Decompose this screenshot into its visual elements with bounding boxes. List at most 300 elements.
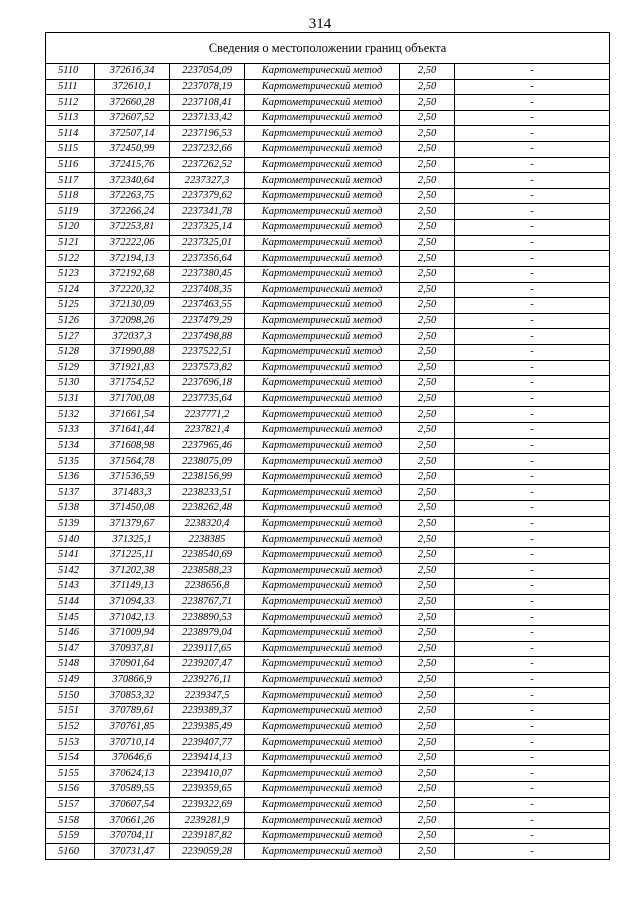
y-coordinate-cell: 2239389,37 [170, 703, 245, 719]
precision-cell: 2,50 [400, 719, 455, 735]
description-cell: - [455, 376, 610, 392]
method-cell: Картометрический метод [245, 657, 400, 673]
y-coordinate-cell: 2238588,23 [170, 563, 245, 579]
table-row [46, 391, 610, 407]
table-row [46, 579, 610, 595]
precision-cell: 2,50 [400, 735, 455, 751]
boundary-coordinates-table [45, 32, 610, 860]
x-coordinate-cell: 370607,54 [95, 797, 170, 813]
x-coordinate-cell: 372222,06 [95, 235, 170, 251]
method-cell: Картометрический метод [245, 579, 400, 595]
table-row [46, 688, 610, 704]
precision-cell: 2,50 [400, 282, 455, 298]
point-number-cell: 5118 [46, 188, 95, 204]
table-row [46, 594, 610, 610]
precision-cell: 2,50 [400, 641, 455, 657]
y-coordinate-cell: 2237408,35 [170, 282, 245, 298]
method-cell: Картометрический метод [245, 251, 400, 267]
method-cell: Картометрический метод [245, 173, 400, 189]
description-cell: - [455, 797, 610, 813]
point-number-cell: 5143 [46, 579, 95, 595]
y-coordinate-cell: 2238890,53 [170, 610, 245, 626]
precision-cell: 2,50 [400, 579, 455, 595]
description-cell: - [455, 220, 610, 236]
point-number-cell: 5146 [46, 625, 95, 641]
y-coordinate-cell: 2237325,14 [170, 220, 245, 236]
description-cell: - [455, 766, 610, 782]
x-coordinate-cell: 370731,47 [95, 844, 170, 860]
point-number-cell: 5145 [46, 610, 95, 626]
x-coordinate-cell: 371450,08 [95, 501, 170, 517]
point-number-cell: 5130 [46, 376, 95, 392]
y-coordinate-cell: 2237262,52 [170, 157, 245, 173]
x-coordinate-cell: 372266,24 [95, 204, 170, 220]
table-row [46, 766, 610, 782]
x-coordinate-cell: 370624,13 [95, 766, 170, 782]
method-cell: Картометрический метод [245, 438, 400, 454]
method-cell: Картометрический метод [245, 157, 400, 173]
method-cell: Картометрический метод [245, 625, 400, 641]
description-cell: - [455, 610, 610, 626]
point-number-cell: 5112 [46, 95, 95, 111]
x-coordinate-cell: 371921,83 [95, 360, 170, 376]
x-coordinate-cell: 371202,38 [95, 563, 170, 579]
description-cell: - [455, 298, 610, 314]
point-number-cell: 5140 [46, 532, 95, 548]
point-number-cell: 5155 [46, 766, 95, 782]
description-cell: - [455, 501, 610, 517]
x-coordinate-cell: 372194,13 [95, 251, 170, 267]
y-coordinate-cell: 2237356,64 [170, 251, 245, 267]
precision-cell: 2,50 [400, 407, 455, 423]
table-row [46, 157, 610, 173]
description-cell: - [455, 516, 610, 532]
method-cell: Картометрический метод [245, 641, 400, 657]
y-coordinate-cell: 2237696,18 [170, 376, 245, 392]
x-coordinate-cell: 370853,32 [95, 688, 170, 704]
y-coordinate-cell: 2238540,69 [170, 547, 245, 563]
table-row [46, 485, 610, 501]
method-cell: Картометрический метод [245, 188, 400, 204]
x-coordinate-cell: 372220,32 [95, 282, 170, 298]
table-row [46, 95, 610, 111]
point-number-cell: 5123 [46, 266, 95, 282]
x-coordinate-cell: 372507,14 [95, 126, 170, 142]
point-number-cell: 5150 [46, 688, 95, 704]
y-coordinate-cell: 2237522,51 [170, 344, 245, 360]
table-row [46, 750, 610, 766]
description-cell: - [455, 204, 610, 220]
table-row [46, 110, 610, 126]
table-row [46, 501, 610, 517]
y-coordinate-cell: 2237735,64 [170, 391, 245, 407]
description-cell: - [455, 173, 610, 189]
description-cell: - [455, 579, 610, 595]
method-cell: Картометрический метод [245, 220, 400, 236]
table-row [46, 329, 610, 345]
description-cell: - [455, 407, 610, 423]
x-coordinate-cell: 370761,85 [95, 719, 170, 735]
precision-cell: 2,50 [400, 688, 455, 704]
table-row [46, 516, 610, 532]
y-coordinate-cell: 2237196,53 [170, 126, 245, 142]
x-coordinate-cell: 372037,3 [95, 329, 170, 345]
x-coordinate-cell: 371325,1 [95, 532, 170, 548]
y-coordinate-cell: 2238385 [170, 532, 245, 548]
x-coordinate-cell: 372610,1 [95, 79, 170, 95]
point-number-cell: 5129 [46, 360, 95, 376]
precision-cell: 2,50 [400, 360, 455, 376]
point-number-cell: 5141 [46, 547, 95, 563]
description-cell: - [455, 532, 610, 548]
table-row [46, 235, 610, 251]
precision-cell: 2,50 [400, 329, 455, 345]
description-cell: - [455, 126, 610, 142]
precision-cell: 2,50 [400, 64, 455, 80]
method-cell: Картометрический метод [245, 844, 400, 860]
table-row [46, 454, 610, 470]
method-cell: Картометрический метод [245, 610, 400, 626]
y-coordinate-cell: 2239347,5 [170, 688, 245, 704]
description-cell: - [455, 235, 610, 251]
description-cell: - [455, 313, 610, 329]
y-coordinate-cell: 2239410,07 [170, 766, 245, 782]
precision-cell: 2,50 [400, 469, 455, 485]
description-cell: - [455, 79, 610, 95]
table-row [46, 828, 610, 844]
point-number-cell: 5147 [46, 641, 95, 657]
y-coordinate-cell: 2238262,48 [170, 501, 245, 517]
precision-cell: 2,50 [400, 454, 455, 470]
method-cell: Картометрический метод [245, 672, 400, 688]
table-row [46, 657, 610, 673]
table-row [46, 563, 610, 579]
table-row [46, 344, 610, 360]
y-coordinate-cell: 2238767,71 [170, 594, 245, 610]
precision-cell: 2,50 [400, 672, 455, 688]
y-coordinate-cell: 2237078,19 [170, 79, 245, 95]
point-number-cell: 5156 [46, 782, 95, 798]
description-cell: - [455, 672, 610, 688]
y-coordinate-cell: 2237341,78 [170, 204, 245, 220]
table-row [46, 672, 610, 688]
point-number-cell: 5127 [46, 329, 95, 345]
x-coordinate-cell: 371564,78 [95, 454, 170, 470]
y-coordinate-cell: 2239359,65 [170, 782, 245, 798]
description-cell: - [455, 594, 610, 610]
point-number-cell: 5132 [46, 407, 95, 423]
y-coordinate-cell: 2237498,88 [170, 329, 245, 345]
x-coordinate-cell: 372340,64 [95, 173, 170, 189]
point-number-cell: 5158 [46, 813, 95, 829]
table-row [46, 797, 610, 813]
point-number-cell: 5148 [46, 657, 95, 673]
precision-cell: 2,50 [400, 266, 455, 282]
point-number-cell: 5136 [46, 469, 95, 485]
x-coordinate-cell: 370937,81 [95, 641, 170, 657]
method-cell: Картометрический метод [245, 454, 400, 470]
table-row [46, 251, 610, 267]
table-row [46, 220, 610, 236]
method-cell: Картометрический метод [245, 423, 400, 439]
description-cell: - [455, 391, 610, 407]
description-cell: - [455, 828, 610, 844]
method-cell: Картометрический метод [245, 360, 400, 376]
method-cell: Картометрический метод [245, 298, 400, 314]
description-cell: - [455, 641, 610, 657]
method-cell: Картометрический метод [245, 376, 400, 392]
precision-cell: 2,50 [400, 516, 455, 532]
point-number-cell: 5119 [46, 204, 95, 220]
precision-cell: 2,50 [400, 95, 455, 111]
y-coordinate-cell: 2237379,62 [170, 188, 245, 204]
y-coordinate-cell: 2239407,77 [170, 735, 245, 751]
description-cell: - [455, 657, 610, 673]
method-cell: Картометрический метод [245, 266, 400, 282]
description-cell: - [455, 782, 610, 798]
point-number-cell: 5124 [46, 282, 95, 298]
x-coordinate-cell: 372098,26 [95, 313, 170, 329]
y-coordinate-cell: 2238656,8 [170, 579, 245, 595]
description-cell: - [455, 719, 610, 735]
method-cell: Картометрический метод [245, 142, 400, 158]
point-number-cell: 5160 [46, 844, 95, 860]
precision-cell: 2,50 [400, 126, 455, 142]
precision-cell: 2,50 [400, 313, 455, 329]
precision-cell: 2,50 [400, 750, 455, 766]
x-coordinate-cell: 370901,64 [95, 657, 170, 673]
x-coordinate-cell: 370866,9 [95, 672, 170, 688]
y-coordinate-cell: 2238979,04 [170, 625, 245, 641]
point-number-cell: 5159 [46, 828, 95, 844]
table-row [46, 173, 610, 189]
x-coordinate-cell: 370661,26 [95, 813, 170, 829]
table-row [46, 844, 610, 860]
table-row [46, 423, 610, 439]
description-cell: - [455, 266, 610, 282]
table-row [46, 407, 610, 423]
table-row [46, 719, 610, 735]
method-cell: Картометрический метод [245, 735, 400, 751]
point-number-cell: 5135 [46, 454, 95, 470]
x-coordinate-cell: 371661,54 [95, 407, 170, 423]
precision-cell: 2,50 [400, 547, 455, 563]
precision-cell: 2,50 [400, 188, 455, 204]
method-cell: Картометрический метод [245, 828, 400, 844]
point-number-cell: 5116 [46, 157, 95, 173]
y-coordinate-cell: 2237821,4 [170, 423, 245, 439]
precision-cell: 2,50 [400, 220, 455, 236]
point-number-cell: 5128 [46, 344, 95, 360]
x-coordinate-cell: 372616,34 [95, 64, 170, 80]
x-coordinate-cell: 371754,52 [95, 376, 170, 392]
point-number-cell: 5154 [46, 750, 95, 766]
y-coordinate-cell: 2237133,42 [170, 110, 245, 126]
table-row [46, 469, 610, 485]
method-cell: Картометрический метод [245, 110, 400, 126]
method-cell: Картометрический метод [245, 594, 400, 610]
precision-cell: 2,50 [400, 813, 455, 829]
y-coordinate-cell: 2239322,69 [170, 797, 245, 813]
description-cell: - [455, 813, 610, 829]
table-row [46, 610, 610, 626]
x-coordinate-cell: 371483,3 [95, 485, 170, 501]
y-coordinate-cell: 2239281,9 [170, 813, 245, 829]
description-cell: - [455, 344, 610, 360]
precision-cell: 2,50 [400, 563, 455, 579]
point-number-cell: 5113 [46, 110, 95, 126]
method-cell: Картометрический метод [245, 344, 400, 360]
method-cell: Картометрический метод [245, 547, 400, 563]
description-cell: - [455, 438, 610, 454]
point-number-cell: 5138 [46, 501, 95, 517]
point-number-cell: 5111 [46, 79, 95, 95]
x-coordinate-cell: 370789,61 [95, 703, 170, 719]
table-row [46, 204, 610, 220]
point-number-cell: 5144 [46, 594, 95, 610]
y-coordinate-cell: 2237479,29 [170, 313, 245, 329]
y-coordinate-cell: 2239414,13 [170, 750, 245, 766]
y-coordinate-cell: 2237054,09 [170, 64, 245, 80]
precision-cell: 2,50 [400, 766, 455, 782]
point-number-cell: 5114 [46, 126, 95, 142]
point-number-cell: 5121 [46, 235, 95, 251]
x-coordinate-cell: 371608,98 [95, 438, 170, 454]
precision-cell: 2,50 [400, 344, 455, 360]
precision-cell: 2,50 [400, 173, 455, 189]
description-cell: - [455, 142, 610, 158]
method-cell: Картометрический метод [245, 126, 400, 142]
description-cell: - [455, 360, 610, 376]
x-coordinate-cell: 370646,6 [95, 750, 170, 766]
description-cell: - [455, 844, 610, 860]
method-cell: Картометрический метод [245, 688, 400, 704]
method-cell: Картометрический метод [245, 703, 400, 719]
table-row [46, 547, 610, 563]
table-title-row [46, 33, 610, 64]
y-coordinate-cell: 2239385,49 [170, 719, 245, 735]
point-number-cell: 5142 [46, 563, 95, 579]
precision-cell: 2,50 [400, 594, 455, 610]
x-coordinate-cell: 370710,14 [95, 735, 170, 751]
method-cell: Картометрический метод [245, 782, 400, 798]
method-cell: Картометрический метод [245, 501, 400, 517]
x-coordinate-cell: 372660,28 [95, 95, 170, 111]
description-cell: - [455, 188, 610, 204]
method-cell: Картометрический метод [245, 516, 400, 532]
table-row [46, 313, 610, 329]
precision-cell: 2,50 [400, 485, 455, 501]
method-cell: Картометрический метод [245, 719, 400, 735]
page-number: 314 [308, 16, 332, 32]
method-cell: Картометрический метод [245, 407, 400, 423]
description-cell: - [455, 547, 610, 563]
method-cell: Картометрический метод [245, 204, 400, 220]
table-row [46, 735, 610, 751]
y-coordinate-cell: 2237232,66 [170, 142, 245, 158]
y-coordinate-cell: 2239276,11 [170, 672, 245, 688]
description-cell: - [455, 95, 610, 111]
precision-cell: 2,50 [400, 376, 455, 392]
x-coordinate-cell: 372607,52 [95, 110, 170, 126]
method-cell: Картометрический метод [245, 235, 400, 251]
method-cell: Картометрический метод [245, 282, 400, 298]
description-cell: - [455, 157, 610, 173]
point-number-cell: 5152 [46, 719, 95, 735]
x-coordinate-cell: 372415,76 [95, 157, 170, 173]
table-row [46, 438, 610, 454]
method-cell: Картометрический метод [245, 750, 400, 766]
point-number-cell: 5153 [46, 735, 95, 751]
method-cell: Картометрический метод [245, 485, 400, 501]
precision-cell: 2,50 [400, 423, 455, 439]
point-number-cell: 5134 [46, 438, 95, 454]
x-coordinate-cell: 372263,75 [95, 188, 170, 204]
y-coordinate-cell: 2239187,82 [170, 828, 245, 844]
precision-cell: 2,50 [400, 79, 455, 95]
precision-cell: 2,50 [400, 782, 455, 798]
y-coordinate-cell: 2238320,4 [170, 516, 245, 532]
description-cell: - [455, 688, 610, 704]
precision-cell: 2,50 [400, 298, 455, 314]
method-cell: Картометрический метод [245, 563, 400, 579]
table-body [46, 33, 610, 860]
y-coordinate-cell: 2237965,46 [170, 438, 245, 454]
y-coordinate-cell: 2237327,3 [170, 173, 245, 189]
table-row [46, 782, 610, 798]
table-row [46, 532, 610, 548]
precision-cell: 2,50 [400, 391, 455, 407]
x-coordinate-cell: 370589,55 [95, 782, 170, 798]
y-coordinate-cell: 2239059,28 [170, 844, 245, 860]
method-cell: Картометрический метод [245, 64, 400, 80]
precision-cell: 2,50 [400, 204, 455, 220]
x-coordinate-cell: 371149,13 [95, 579, 170, 595]
method-cell: Картометрический метод [245, 797, 400, 813]
precision-cell: 2,50 [400, 610, 455, 626]
method-cell: Картометрический метод [245, 766, 400, 782]
point-number-cell: 5137 [46, 485, 95, 501]
y-coordinate-cell: 2238233,51 [170, 485, 245, 501]
x-coordinate-cell: 372450,99 [95, 142, 170, 158]
point-number-cell: 5139 [46, 516, 95, 532]
table-row [46, 142, 610, 158]
y-coordinate-cell: 2238156,99 [170, 469, 245, 485]
precision-cell: 2,50 [400, 235, 455, 251]
y-coordinate-cell: 2237108,41 [170, 95, 245, 111]
description-cell: - [455, 329, 610, 345]
precision-cell: 2,50 [400, 532, 455, 548]
precision-cell: 2,50 [400, 438, 455, 454]
x-coordinate-cell: 370704,11 [95, 828, 170, 844]
y-coordinate-cell: 2237463,55 [170, 298, 245, 314]
precision-cell: 2,50 [400, 828, 455, 844]
point-number-cell: 5110 [46, 64, 95, 80]
point-number-cell: 5120 [46, 220, 95, 236]
y-coordinate-cell: 2238075,09 [170, 454, 245, 470]
precision-cell: 2,50 [400, 625, 455, 641]
x-coordinate-cell: 371700,08 [95, 391, 170, 407]
x-coordinate-cell: 372192,68 [95, 266, 170, 282]
point-number-cell: 5126 [46, 313, 95, 329]
precision-cell: 2,50 [400, 142, 455, 158]
y-coordinate-cell: 2239117,65 [170, 641, 245, 657]
description-cell: - [455, 110, 610, 126]
table-row [46, 282, 610, 298]
table-row [46, 625, 610, 641]
description-cell: - [455, 469, 610, 485]
precision-cell: 2,50 [400, 501, 455, 517]
